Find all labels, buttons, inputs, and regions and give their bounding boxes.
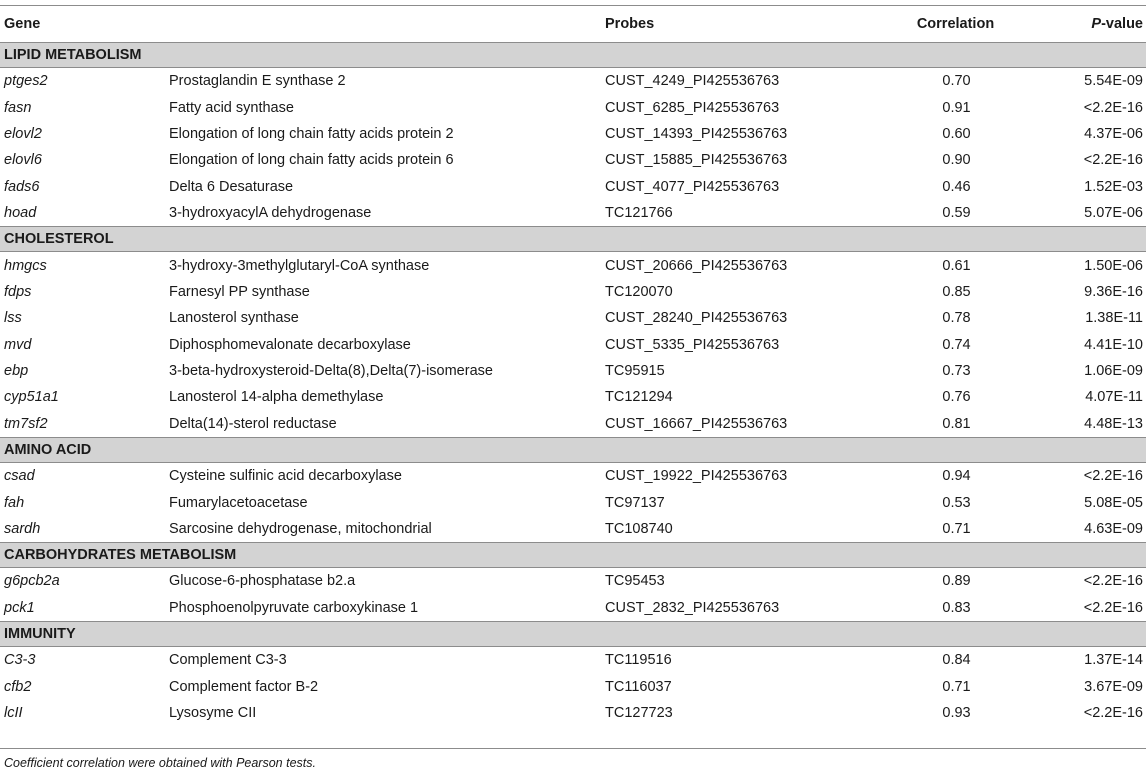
gene-cell: csad xyxy=(4,468,35,485)
section-title: CARBOHYDRATES METABOLISM xyxy=(0,543,1146,568)
probe-cell: CUST_16667_PI425536763 xyxy=(605,415,788,432)
correlation-cell: 0.46 xyxy=(942,178,971,195)
probe-cell: CUST_14393_PI425536763 xyxy=(605,125,788,142)
section-title: AMINO ACID xyxy=(0,438,1146,463)
header-pvalue-suffix: -value xyxy=(1101,16,1143,32)
gene-cell: fads6 xyxy=(4,178,40,195)
gene-cell: hmgcs xyxy=(4,257,47,274)
pvalue-cell: 4.63E-09 xyxy=(1084,521,1143,538)
gene-cell: lss xyxy=(4,310,22,327)
table-row xyxy=(0,595,1146,622)
pvalue-cell: 4.07E-11 xyxy=(1085,389,1143,406)
gene-cell: mvd xyxy=(4,336,32,353)
probe-cell: TC119516 xyxy=(605,652,672,669)
description-cell: Lanosterol 14-alpha demethylase xyxy=(169,389,384,406)
correlation-cell: 0.60 xyxy=(942,125,971,142)
table-row xyxy=(0,700,1146,726)
table-row xyxy=(0,279,1146,305)
table-bottom-rule xyxy=(0,748,1146,749)
probe-cell: TC121294 xyxy=(605,389,673,406)
correlation-cell: 0.78 xyxy=(942,310,971,327)
section-header-row xyxy=(0,227,1146,252)
gene-cell: elovl2 xyxy=(4,125,42,142)
header-row xyxy=(0,6,1146,43)
table-row xyxy=(0,516,1146,543)
pvalue-cell: 1.37E-14 xyxy=(1084,652,1143,669)
gene-cell: C3-3 xyxy=(4,652,36,669)
description-cell: Lysosyme CII xyxy=(169,705,257,721)
correlation-cell: 0.81 xyxy=(942,415,971,432)
correlation-cell: 0.85 xyxy=(942,283,971,300)
table-row xyxy=(0,121,1146,147)
description-cell: 3-hydroxy-3methylglutaryl-CoA synthase xyxy=(169,257,430,274)
header-probes: Probes xyxy=(601,6,856,43)
probe-cell: CUST_6285_PI425536763 xyxy=(605,99,780,116)
probe-cell: TC95915 xyxy=(605,363,665,380)
correlation-cell: 0.76 xyxy=(942,389,971,406)
description-cell: Sarcosine dehydrogenase, mitochondrial xyxy=(169,521,432,538)
header-gene: Gene xyxy=(0,6,165,43)
description-cell: Complement factor B-2 xyxy=(169,678,319,695)
table-row xyxy=(0,94,1146,120)
gene-cell: sardh xyxy=(4,521,41,538)
table-row xyxy=(0,174,1146,200)
probe-cell: CUST_19922_PI425536763 xyxy=(605,468,788,485)
description-cell: Delta 6 Desaturase xyxy=(169,178,294,195)
description-cell: Diphosphomevalonate decarboxylase xyxy=(169,336,411,353)
gene-cell: pck1 xyxy=(4,599,35,616)
gene-cell: fdps xyxy=(4,283,32,300)
table-row xyxy=(0,673,1146,699)
correlation-cell: 0.71 xyxy=(942,521,971,538)
correlation-cell: 0.91 xyxy=(942,99,971,116)
description-cell: 3-hydroxyacylA dehydrogenase xyxy=(169,205,372,222)
pvalue-cell: 1.38E-11 xyxy=(1085,310,1143,327)
gene-cell: cyp51a1 xyxy=(4,389,59,406)
correlation-cell: 0.71 xyxy=(942,678,971,695)
probe-cell: CUST_2832_PI425536763 xyxy=(605,599,780,616)
header-pvalue-italic: P xyxy=(1091,16,1102,32)
probe-cell: CUST_4249_PI425536763 xyxy=(605,73,780,90)
correlation-cell: 0.83 xyxy=(942,599,971,616)
pvalue-cell: 5.54E-09 xyxy=(1084,73,1143,90)
table-body xyxy=(0,43,1146,727)
description-cell: Prostaglandin E synthase 2 xyxy=(169,73,346,90)
pvalue-cell: 1.50E-06 xyxy=(1084,257,1143,274)
table-row xyxy=(0,411,1146,438)
description-cell: Glucose-6-phosphatase b2.a xyxy=(169,573,356,590)
gene-correlation-table xyxy=(0,5,1146,726)
gene-cell: g6pcb2a xyxy=(4,573,60,590)
description-cell: Fumarylacetoacetase xyxy=(169,494,308,511)
section-title: IMMUNITY xyxy=(0,622,1146,647)
section-header-row xyxy=(0,543,1146,568)
description-cell: Elongation of long chain fatty acids protein 2 xyxy=(169,125,454,142)
header-correlation: Correlation xyxy=(856,6,1021,43)
probe-cell: TC120070 xyxy=(605,283,673,300)
correlation-cell: 0.90 xyxy=(942,152,971,169)
table-row xyxy=(0,568,1146,595)
correlation-cell: 0.73 xyxy=(942,363,971,380)
gene-cell: hoad xyxy=(4,205,37,222)
pvalue-cell: <2.2E-16 xyxy=(1083,599,1143,616)
correlation-cell: 0.61 xyxy=(942,257,971,274)
pvalue-cell: 4.41E-10 xyxy=(1084,336,1143,353)
table-row xyxy=(0,358,1146,384)
table-row xyxy=(0,68,1146,95)
description-cell: Lanosterol synthase xyxy=(169,310,299,327)
probe-cell: CUST_4077_PI425536763 xyxy=(605,178,780,195)
table-row xyxy=(0,463,1146,490)
description-cell: Phosphoenolpyruvate carboxykinase 1 xyxy=(169,599,419,616)
probe-cell: TC108740 xyxy=(605,521,673,538)
probe-cell: TC127723 xyxy=(605,705,673,721)
gene-cell: ptges2 xyxy=(4,73,48,90)
description-cell: Elongation of long chain fatty acids protein 6 xyxy=(169,152,454,169)
probe-cell: TC121766 xyxy=(605,205,673,222)
correlation-cell: 0.89 xyxy=(942,573,971,590)
gene-cell: lcII xyxy=(4,705,23,721)
correlation-cell: 0.74 xyxy=(942,336,971,353)
pvalue-cell: 9.36E-16 xyxy=(1084,283,1143,300)
pvalue-cell: <2.2E-16 xyxy=(1083,468,1143,485)
pvalue-cell: <2.2E-16 xyxy=(1083,152,1143,169)
pvalue-cell: <2.2E-16 xyxy=(1083,573,1143,590)
correlation-cell: 0.93 xyxy=(942,705,971,721)
pvalue-cell: 4.37E-06 xyxy=(1084,125,1143,142)
pvalue-cell: 5.07E-06 xyxy=(1084,205,1143,222)
description-cell: Farnesyl PP synthase xyxy=(169,283,310,300)
probe-cell: TC95453 xyxy=(605,573,665,590)
table-row xyxy=(0,647,1146,674)
gene-cell: ebp xyxy=(4,363,29,380)
section-title: LIPID METABOLISM xyxy=(0,43,1146,68)
header-pvalue xyxy=(1021,6,1146,43)
probe-cell: CUST_28240_PI425536763 xyxy=(605,310,788,327)
pvalue-cell: 4.48E-13 xyxy=(1084,415,1143,432)
probe-cell: TC116037 xyxy=(605,678,672,695)
section-header-row xyxy=(0,622,1146,647)
probe-cell: TC97137 xyxy=(605,494,665,511)
pvalue-cell: <2.2E-16 xyxy=(1083,705,1143,721)
correlation-cell: 0.59 xyxy=(942,205,971,222)
description-cell: Delta(14)-sterol reductase xyxy=(169,415,337,432)
header-description xyxy=(165,6,601,43)
section-header-row xyxy=(0,43,1146,68)
pvalue-cell: 3.67E-09 xyxy=(1084,678,1143,695)
pvalue-cell: 5.08E-05 xyxy=(1084,494,1143,511)
probe-cell: CUST_5335_PI425536763 xyxy=(605,336,780,353)
probe-cell: CUST_20666_PI425536763 xyxy=(605,257,788,274)
correlation-cell: 0.53 xyxy=(942,494,971,511)
table-row xyxy=(0,384,1146,410)
correlation-cell: 0.70 xyxy=(942,73,971,90)
table-row xyxy=(0,252,1146,279)
table-row xyxy=(0,489,1146,515)
correlation-cell: 0.84 xyxy=(942,652,971,669)
gene-cell: tm7sf2 xyxy=(4,415,48,432)
description-cell: Complement C3-3 xyxy=(169,652,287,669)
description-cell: Cysteine sulfinic acid decarboxylase xyxy=(169,468,402,485)
table-row xyxy=(0,147,1146,173)
table-footnote: Coefficient correlation were obtained with Pearson tests. xyxy=(4,756,316,770)
table-row xyxy=(0,332,1146,358)
pvalue-cell: 1.52E-03 xyxy=(1084,178,1143,195)
section-header-row xyxy=(0,438,1146,463)
table-row xyxy=(0,200,1146,227)
gene-cell: fasn xyxy=(4,99,32,116)
gene-cell: elovl6 xyxy=(4,152,42,169)
probe-cell: CUST_15885_PI425536763 xyxy=(605,152,788,169)
description-cell: 3-beta-hydroxysteroid-Delta(8),Delta(7)-isomerase xyxy=(169,363,493,380)
section-title: CHOLESTEROL xyxy=(0,227,1146,252)
gene-cell: fah xyxy=(4,494,25,511)
pvalue-cell: <2.2E-16 xyxy=(1083,99,1143,116)
description-cell: Fatty acid synthase xyxy=(169,99,294,116)
pvalue-cell: 1.06E-09 xyxy=(1084,363,1143,380)
gene-cell: cfb2 xyxy=(4,678,32,695)
table-row xyxy=(0,305,1146,331)
correlation-cell: 0.94 xyxy=(942,468,971,485)
